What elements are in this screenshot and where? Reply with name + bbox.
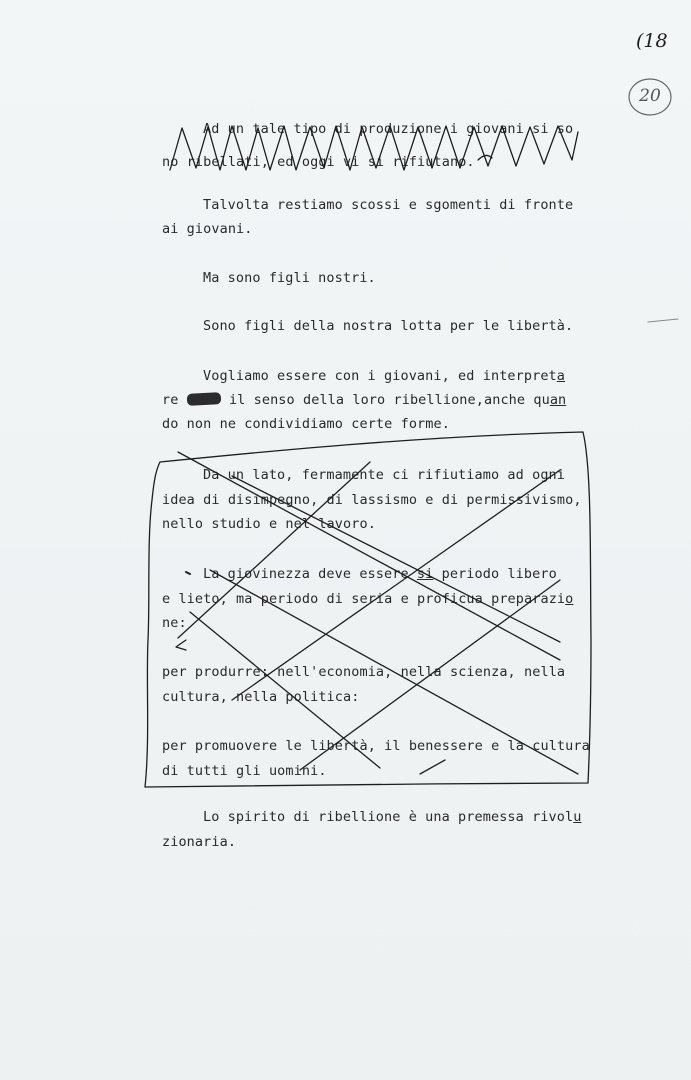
crossed-line [162, 591, 573, 607]
bullet-dot [186, 572, 190, 574]
underlined-segment: si [416, 566, 434, 582]
text-line: Talvolta restiamo scossi e sgomenti di fronte [203, 197, 574, 213]
text-line [162, 392, 566, 408]
hand-drawn-box [145, 432, 591, 787]
crossed-line: di tutti gli uomini. [162, 763, 327, 779]
text-segment: il senso della loro ribellione,anche qu [228, 392, 550, 408]
underlined-segment: u [573, 809, 582, 825]
crossed-line: per promuovere le libertà, il benessere e la cultura [162, 738, 590, 754]
text-segment: La giovinezza deve essere [203, 566, 417, 582]
cross-line [178, 462, 370, 638]
text-segment: periodo libero [433, 566, 557, 582]
crossed-line [203, 566, 557, 582]
crossed-line: cultura, nella politica: [162, 689, 360, 705]
text-segment: Vogliamo essere con i giovani, ed interpret [203, 368, 557, 384]
text-line [203, 809, 581, 825]
ink-blot [186, 392, 221, 406]
text-line: zionaria. [162, 834, 237, 850]
struck-line-2: no ribellati, ed oggi vi si rifiutano. [162, 154, 475, 170]
text-line: Ma sono figli nostri. [203, 270, 376, 286]
circled-page-number [628, 78, 672, 114]
crossed-line: per produrre: nell'economia, nella scienza, nella [162, 664, 566, 680]
circled-page-number-text: 20 [639, 86, 661, 106]
caret-mark [176, 640, 186, 650]
page-number: (18 [636, 30, 668, 52]
cross-line [178, 452, 560, 660]
crossed-line: nello studio e nel lavoro. [162, 516, 376, 532]
struck-line-1: Ad un tale tipo di produzione i giovani si so [203, 121, 574, 137]
underlined-segment: an [549, 392, 567, 408]
crossed-line: ne: [162, 615, 187, 631]
text-segment: e lieto, ma periodo di seria e proficua preparazi [162, 591, 566, 607]
text-line: ai giovani. [162, 221, 253, 237]
margin-mark [648, 319, 678, 322]
cross-line [420, 760, 445, 774]
crossed-line: idea di disimpegno, di lassismo e di permissivismo, [162, 492, 582, 508]
text-line: do non ne condividiamo certe forme. [162, 416, 450, 432]
underlined-segment: a [556, 368, 566, 384]
crossed-line: Da un lato, fermamente ci rifiutiamo ad ogni [203, 467, 566, 483]
text-line: Sono figli della nostra lotta per le libertà. [203, 318, 574, 334]
text-line [203, 368, 565, 384]
text-segment: re [162, 392, 179, 408]
zigzag-tail [478, 155, 492, 160]
underlined-segment: o [565, 591, 574, 607]
text-segment: Lo spirito di ribellione è una premessa rivol [203, 809, 574, 825]
